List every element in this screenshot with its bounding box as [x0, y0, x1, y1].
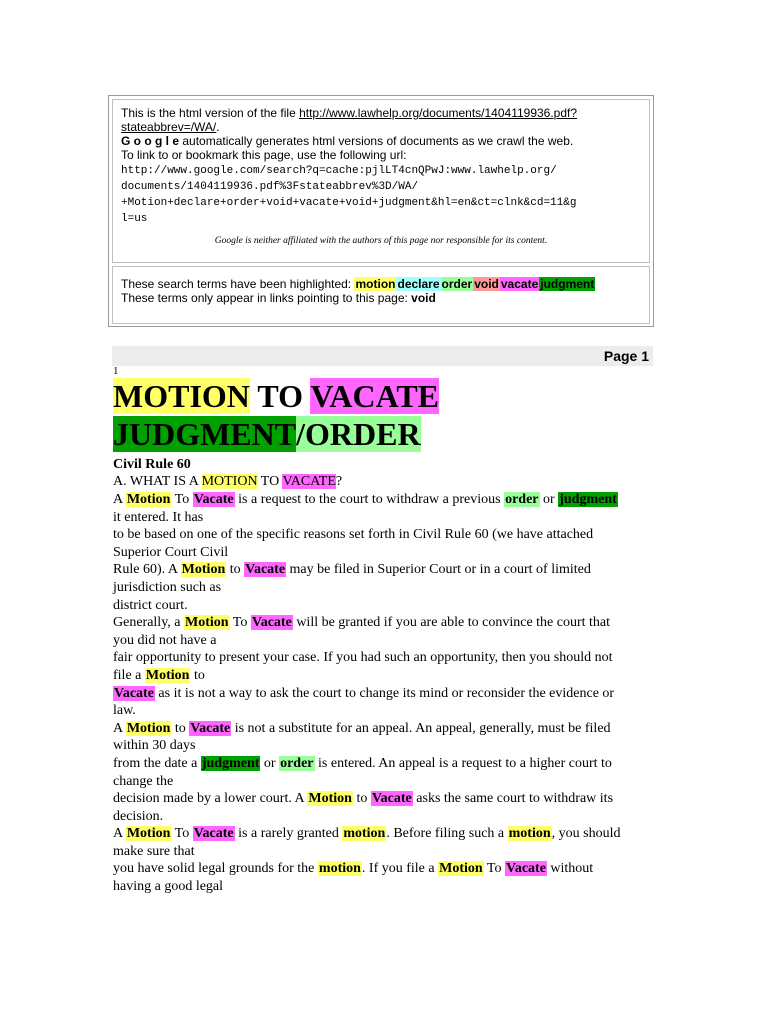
- file-link[interactable]: http://www.lawhelp.org/documents/1404119936.pdf?: [299, 106, 578, 120]
- term-motion: motion: [355, 277, 396, 291]
- intro-text: This is the html version of the file: [121, 106, 300, 120]
- cache-header: [108, 95, 654, 327]
- page-bar: [112, 346, 653, 366]
- paragraph-line: from the date a judgment or order is entered. An appeal is a request to a higher court to: [113, 755, 612, 771]
- paragraph-line: district court.: [113, 597, 188, 613]
- term-order: order: [441, 277, 473, 291]
- paragraph-line: jurisdiction such as: [113, 579, 222, 595]
- paragraph-line: it entered. It has: [113, 509, 204, 525]
- cache-url-1[interactable]: http://www.google.com/search?q=cache:pjlLT4cnQPwJ:www.lawhelp.org/: [121, 165, 557, 177]
- paragraph-line: decision made by a lower court. A Motion to Vacate asks the same court to withdraw its: [113, 791, 614, 807]
- paragraph-line: Superior Court Civil: [113, 544, 229, 560]
- cache-url-2[interactable]: documents/1404119936.pdf%3Fstateabbrev%3D/WA/: [121, 181, 419, 193]
- term-judgment: judgment: [540, 277, 595, 291]
- term-vacate: vacate: [500, 277, 539, 291]
- search-terms-box: [112, 266, 650, 324]
- paragraph-line: having a good legal: [113, 879, 224, 895]
- auto-text: automatically generates html versions of documents as we crawl the web.: [179, 134, 574, 148]
- paragraph-line: A Motion To Vacate is a rarely granted motion. Before filing such a motion, you should: [113, 826, 621, 842]
- cache-url-3[interactable]: +Motion+declare+order+void+vacate+void+judgment&hl=en&ct=clnk&cd=11&g: [121, 197, 577, 209]
- cache-info-box: This is the html version of the file http://www.lawhelp.org/documents/1404119936.pdf? stateabbrev=/WA/. G o o g l e automatically generates html versions of documents as we crawl the web. To link to or bookmark this page, use the following url: http://www.google.com/search?q=cache:pjlLT4cnQPwJ:www.lawhelp.org/ documents/1404119936.pdf%3Fstateabbrev%3D/WA/ +Motion+declare+order+void+vacate+void+judgment&hl=en&ct=clnk&cd=11&g l=us Google is neither affiliated with the authors of this page nor responsible for its content.: [112, 99, 650, 263]
- page-number: 1: [113, 365, 119, 377]
- paragraph-line: Rule 60). A Motion to Vacate may be filed in Superior Court or in a court of limited: [113, 562, 591, 578]
- paragraph-line: Generally, a Motion To Vacate will be granted if you are able to convince the court that: [113, 615, 611, 631]
- paragraph-line: file a Motion to: [113, 667, 205, 683]
- paragraph-line: fair opportunity to present your case. If you had such an opportunity, then you should not: [113, 650, 613, 666]
- paragraph-line: Vacate as it is not a way to ask the court to change its mind or reconsider the evidence or: [114, 685, 615, 701]
- paragraph-line: A Motion to Vacate is not a substitute for an appeal. An appeal, generally, must be filed: [113, 720, 611, 736]
- file-link-cont[interactable]: stateabbrev=/WA/: [121, 120, 217, 134]
- paragraph-line: within 30 days: [113, 738, 196, 754]
- links-label: These terms only appear in links pointing to this page:: [121, 291, 412, 305]
- paragraph-line: law.: [113, 703, 136, 719]
- links-term: void: [411, 291, 436, 305]
- paragraph-line: you have solid legal grounds for the motion. If you file a Motion To Vacate without: [113, 861, 594, 877]
- google-brand: G o o g l e: [121, 134, 180, 148]
- term-declare: declare: [397, 277, 440, 291]
- doc-title: MOTION TO VACATE: [113, 378, 440, 414]
- disclaimer: Google is neither affiliated with the authors of this page nor responsible for its content.: [214, 236, 548, 246]
- bookmark-text: To link to or bookmark this page, use the following url:: [121, 148, 407, 162]
- highlighted-label: These search terms have been highlighted:: [121, 277, 355, 291]
- doc-subtitle: Civil Rule 60: [113, 457, 191, 472]
- paragraph-line: decision.: [113, 808, 164, 824]
- page-label: Page 1: [603, 348, 649, 364]
- paragraph-line: make sure that: [113, 843, 195, 859]
- cache-url-4[interactable]: l=us: [121, 213, 148, 225]
- paragraph-line: change the: [113, 773, 174, 789]
- paragraph-line: A Motion To Vacate is a request to the court to withdraw a previous order or judgment: [113, 492, 617, 507]
- document-body: [113, 365, 653, 896]
- doc-title-line2: JUDGMENT/ORDER: [113, 416, 421, 452]
- paragraph-line: to be based on one of the specific reasons set forth in Civil Rule 60 (we have attached: [113, 527, 594, 543]
- term-void: void: [474, 277, 499, 291]
- paragraph-line: you did not have a: [113, 632, 217, 648]
- section-heading: A. WHAT IS A MOTION TO VACATE?: [113, 474, 343, 489]
